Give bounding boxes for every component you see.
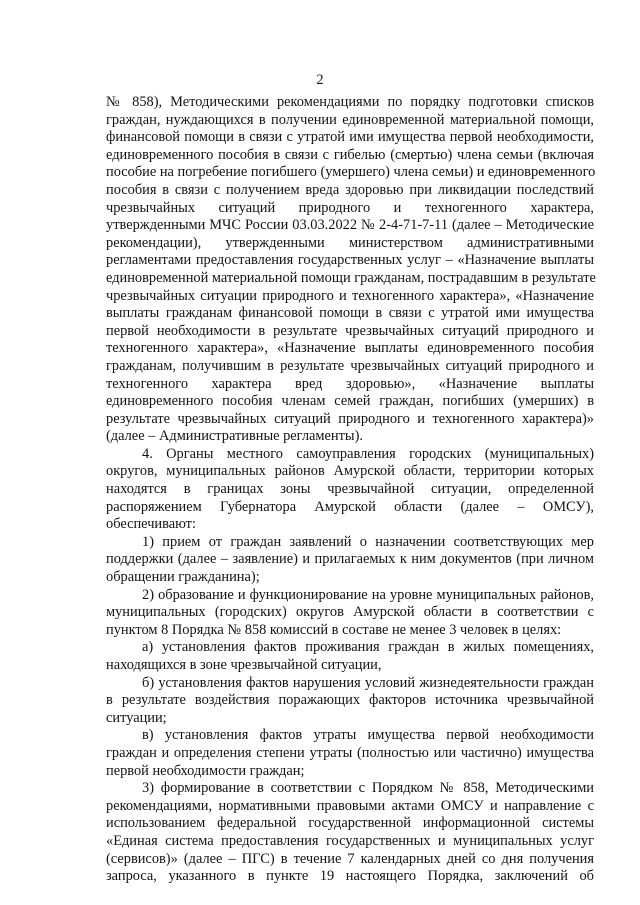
text-line: единовременного пособия в связи с гибелью (смертью) члена семьи (включая [106,146,594,163]
text-line: результате чрезвычайных ситуаций природного и техногенного характера)» [106,410,594,427]
text-line: (сервисов)» (далее – ПГС) в течение 7 календарных дней со дня получения [106,850,594,867]
text-line: обращении гражданина); [106,569,260,586]
text-line: чрезвычайных ситуации природного и техногенного характера», «Назначение [106,287,594,304]
text-line: 2) образование и функционирование на уровне муниципальных районов, [142,586,594,603]
text-line: использованием федеральной государственной информационной системы [106,815,594,832]
text-line: рекомендациями, нормативными правовыми актами ОМСУ и направление с [106,797,594,814]
text-line: первой необходимости в результате чрезвычайных ситуаций природного и [106,322,594,339]
text-line: а) установления фактов проживания граждан в жилых помещениях, [142,639,594,656]
text-line: № 858), Методическими рекомендациями по порядку подготовки списков [106,94,594,110]
text-line: граждан, нуждающихся в получении единовременной материальной помощи, [106,111,594,128]
text-line: рекомендации), утвержденными министерством административными [106,234,594,251]
text-line: утвержденными МЧС России 03.03.2022 № 2-4-71-7-11 (далее – Методические [106,217,594,234]
text-line: ситуации; [106,709,167,726]
text-line: 3) формирование в соответствии с Порядком № 858, Методическими [142,780,594,797]
text-line: гражданам, получившим в результате чрезвычайных ситуаций природного и [106,357,594,374]
text-line: единовременного пособия членам семей граждан, погибших (умерших) в [106,393,594,410]
text-line: «Единая система предоставления государственных и муниципальных услуг [106,832,594,849]
text-line: муниципальных (городских) округов Амурской области в соответствии с [106,604,594,621]
text-line: пособие на погребение погибшего (умершего) члена семьи) и единовременного [106,164,596,181]
text-line: техногенного характера вред здоровью», «Назначение выплаты [106,375,594,392]
text-line: б) установления фактов нарушения условий жизнедеятельности граждан [142,674,594,691]
text-line: финансовой помощи в связи с утратой ими имущества первой необходимости, [106,129,594,146]
page-number: 2 [316,72,324,88]
text-line: техногенного характера», «Назначение выплаты единовременного пособия [106,340,594,357]
text-line: граждан и определения степени утраты (полностью или частично) имущества [106,744,594,761]
text-line: чрезвычайных ситуаций природного и техногенного характера, [106,199,594,216]
text-line: находятся в границах зоны чрезвычайной ситуации, определенной [106,481,594,498]
text-line: поддержки (далее – заявление) и прилагаемых к ним документов (при личном [106,551,594,568]
text-line: выплаты гражданам финансовой помощи в связи с утратой ими имущества [106,305,594,322]
text-line: первой необходимости граждан; [106,762,305,779]
text-line: регламентами предоставления государственных услуг – «Назначение выплаты [106,252,594,269]
text-line: запроса, указанного в пункте 19 настоящего Порядка, заключений об [106,868,594,885]
text-line: распоряжением Губернатора Амурской области (далее – ОМСУ), [106,498,594,515]
text-line: обеспечивают: [106,516,196,533]
text-line: округов, муниципальных районов Амурской области, территории которых [106,463,594,480]
text-line: единовременной материальной помощи гражданам, пострадавшим в результате [106,269,596,286]
text-line: 4. Органы местного самоуправления городских (муниципальных) [142,445,594,462]
text-line: пособия в связи с получением вреда здоровью при ликвидации последствий [106,181,594,198]
text-line: в результате воздействия поражающих факторов источника чрезвычайной [106,692,594,709]
document-body [106,94,594,886]
text-line: (далее – Административные регламенты). [106,428,363,445]
text-line: в) установления фактов утраты имущества первой необходимости [142,727,594,744]
text-line: 1) прием от граждан заявлений о назначении соответствующих мер [142,533,594,550]
text-line: пунктом 8 Порядка № 858 комиссий в составе не менее 3 человек в целях: [106,621,562,638]
text-line: находящихся в зоне чрезвычайной ситуации, [106,657,382,673]
